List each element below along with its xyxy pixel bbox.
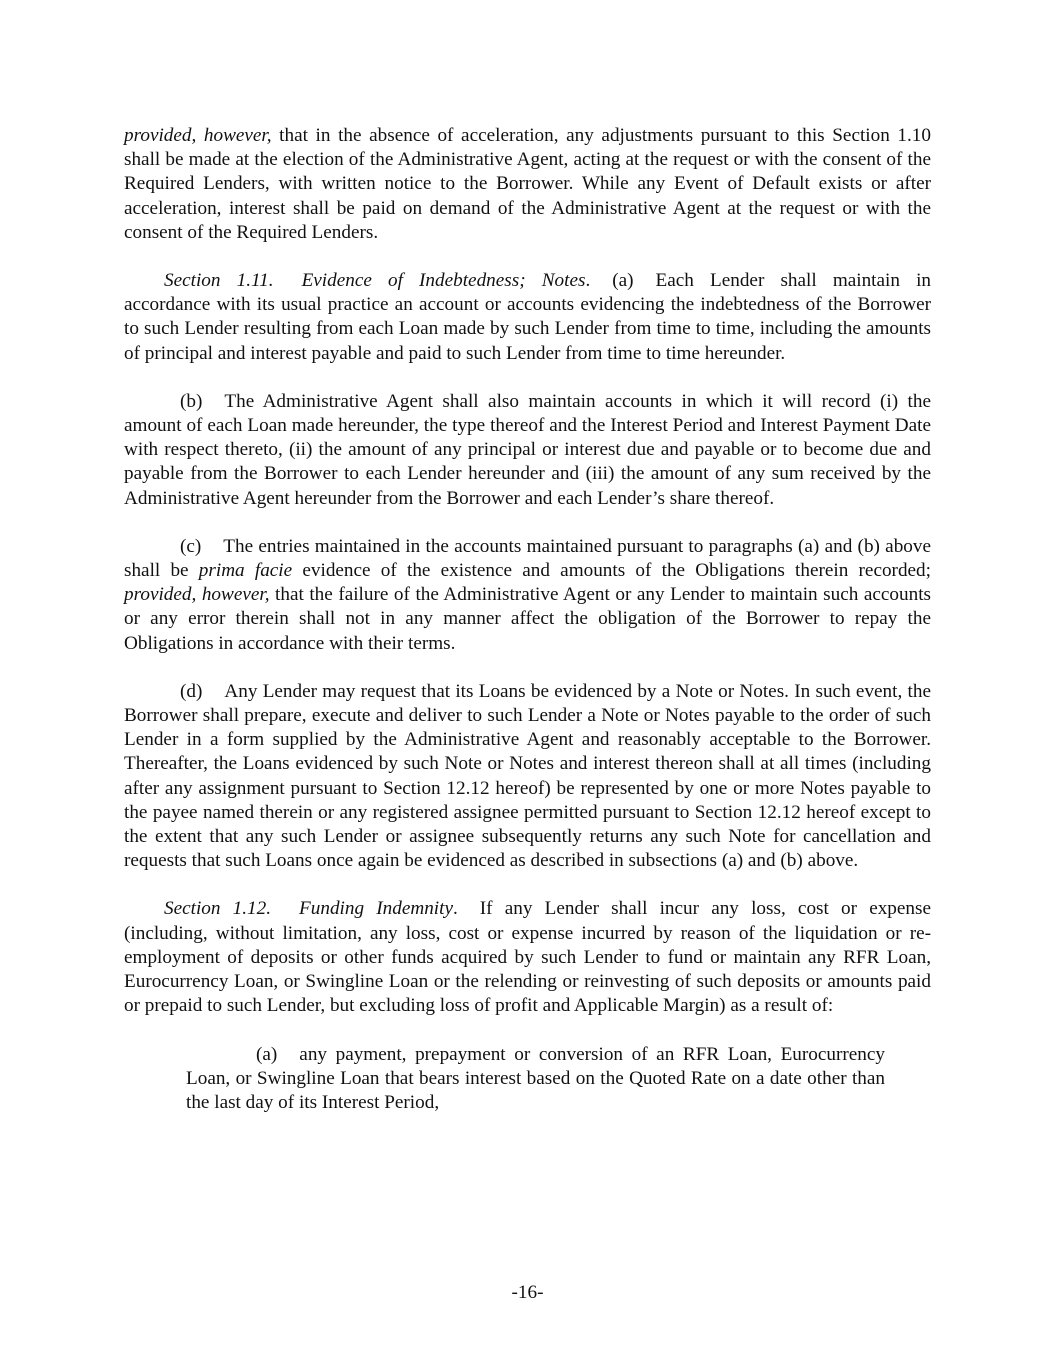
- paragraph-text: If any Lender shall incur any loss, cost or expense (including, without limitation, any loss, cost or expense incurred by reason of the liquidation or re-employment of deposits or other funds acquired by such Lender to fund or maintain any RFR Loan, Eurocurrency Loan, or Swingline Loan or the relending or reinvesting of such deposits or amounts paid or prepaid to such Lender, but excluding loss of profit and Applicable Margin) as a result of:: [124, 898, 931, 1017]
- paragraph-text: that in the absence of acceleration, any adjustments pursuant to this Section 1.10 shall be made at the election of the Administrative Agent, acting at the request or with the consent of the Required Lenders, with written notice to the Borrower. While any Event of Default exists or after acceleration, interest shall be paid on demand of the Administrative Agent at the request or with the consent of the Required Lenders.: [124, 125, 931, 243]
- paragraph-text: Any Lender may request that its Loans be evidenced by a Note or Notes. In such event, the Borrower shall prepare, execute and deliver to such Lender a Note or Notes payable to the order of such Lender in a form supplied by the Administrative Agent and reasonably acceptable to the Borrower. Thereafter, the Loans evidenced by such Note or Notes and interest thereon shall at all times (including after any assignment pursuant to Section 12.12 hereof) be represented by one or more Notes payable to the payee named therein or any registered assignee permitted pursuant to Section 12.12 hereof except to the extent that any such Lender or assignee subsequently returns any such Note for cancellation and requests that such Loans once again be evidenced as described in subsections (a) and (b) above.: [124, 680, 931, 872]
- subsection-b-paragraph: [124, 390, 931, 511]
- subsection-label: (c): [180, 535, 202, 557]
- paragraph-text: The Administrative Agent shall also maintain accounts in which it will record (i) the amount of each Loan made hereunder, the type thereof and the Interest Period and Interest Payment Date with respect thereto, (ii) the amount of any principal or interest due and payable or to become due and payable from the Borrower to each Lender hereunder and (iii) the amount of any sum received by the Administrative Agent hereunder from the Borrower and each Lender’s share thereof.: [124, 390, 931, 509]
- subsection-label: (a): [612, 270, 634, 292]
- paragraph-text: Each Lender shall maintain in accordance with its usual practice an account or accounts evidencing the indebtedness of the Borrower to such Lender resulting from each Loan made by such Lender from time to time, including the amounts of principal and interest payable and paid to such Lender from time to time hereunder.: [124, 270, 932, 364]
- page-number: -16-: [511, 1282, 544, 1303]
- section-number: Section 1.11.: [164, 270, 274, 292]
- section-title: Funding Indemnity: [299, 898, 453, 920]
- section-1-11-paragraph: Section 1.11. Evidence of Indebtedness; Notes. (a) Each Lender shall maintain in accordance with its usual practice an account or accounts evidencing the indebtedness of the Borrower to such Lender resulting from each Loan made by such Lender from time to time, including the amounts of principal and interest payable and paid to such Lender from time to time hereunder.: [124, 270, 932, 364]
- emphasis-prima-facie: prima facie: [198, 560, 293, 582]
- subsection-label: (a): [256, 1043, 278, 1065]
- document-page: [124, 124, 931, 1139]
- clause-a-block-paragraph: [186, 1043, 885, 1116]
- section-title: Evidence of Indebtedness; Notes: [301, 270, 586, 292]
- subsection-d-paragraph: [124, 680, 931, 874]
- paragraph-text: any payment, prepayment or conversion of an RFR Loan, Eurocurrency Loan, or Swingline Loan that bears interest based on the Quoted Rate on a date other than the last day of its Interest Period,: [186, 1043, 885, 1113]
- emphasis-provided-however: provided, however,: [124, 584, 270, 606]
- paragraph-continuation: [124, 124, 931, 245]
- paragraph-text: evidence of the existence and amounts of the Obligations therein recorded;: [292, 560, 931, 582]
- subsection-label: (b): [180, 390, 203, 412]
- subsection-label: (d): [180, 680, 203, 702]
- section-number: Section 1.12.: [164, 898, 272, 920]
- paragraph-text: that the failure of the Administrative Agent or any Lender to maintain such accounts or any error therein shall not in any manner affect the obligation of the Borrower to repay the Obligations in accordance with their terms.: [124, 584, 931, 654]
- emphasis-provided-however: provided, however,: [124, 125, 272, 146]
- subsection-c-paragraph: [124, 535, 931, 656]
- section-1-12-paragraph: Section 1.12. Funding Indemnity. If any Lender shall incur any loss, cost or expense (including, without limitation, any loss, cost or expense incurred by reason of the liquidation or re-employment of deposits or other funds acquired by such Lender to fund or maintain any RFR Loan, Eurocurrency Loan, or Swingline Loan or the relending or reinvesting of such deposits or amounts paid or prepaid to such Lender, but excluding loss of profit and Applicable Margin) as a result of:: [124, 898, 931, 1017]
- paragraph-text: The entries maintained in the accounts maintained pursuant to paragraphs (a) and (b) above shall be: [124, 535, 931, 582]
